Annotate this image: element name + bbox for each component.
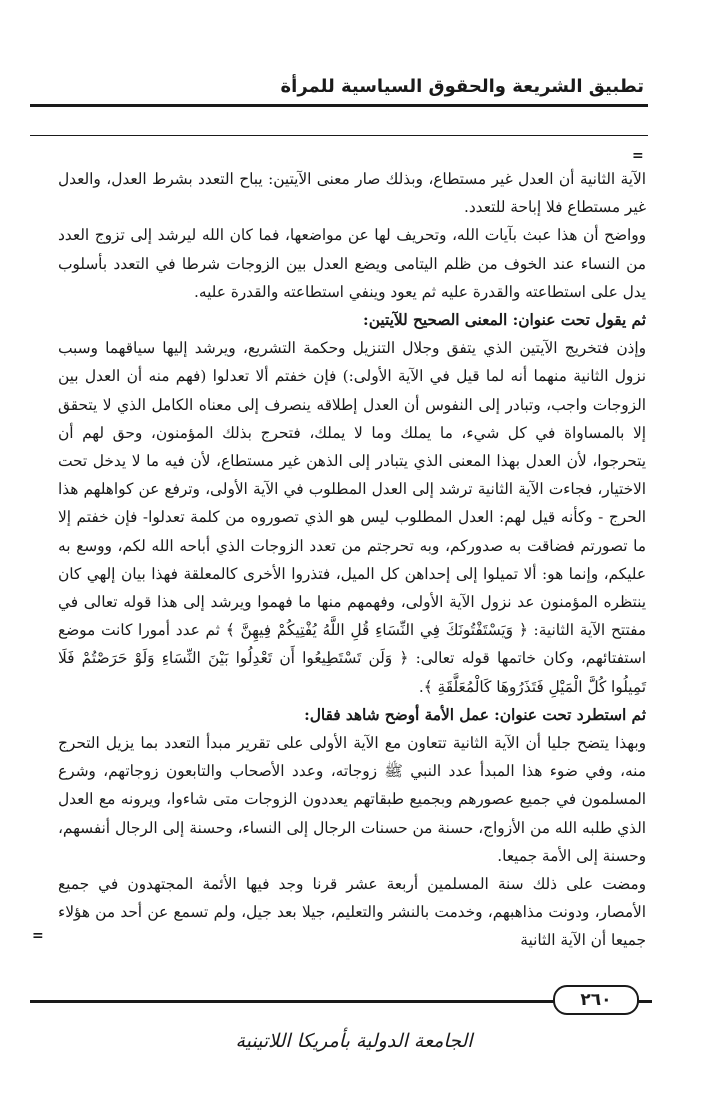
publisher-name: الجامعة الدولية بأمريكا اللاتينية — [235, 1030, 473, 1052]
page-number: ٢٦٠ — [553, 985, 639, 1015]
paragraph: ومضت على ذلك سنة المسلمين أربعة عشر قرنا وجد فيها الأئمة المجتهدون في جميع الأمصار، ودونت مذاهبهم، وخدمت بالنشر والتعليم، جيلا بعد جيل، ولم تسمع عن أحد من هؤلاء جميعا أن الآية الثانية — [58, 875, 646, 950]
page-title: تطبيق الشريعة والحقوق السياسية للمرأة — [280, 76, 644, 97]
paragraph: وواضح أن هذا عبث بآيات الله، وتحريف لها عن مواضعها، فما كان الله ليرشد إلى تزوج العدد من النساء عند الخوف من ظلم اليتامى ويضع العدل بين الزوجات شرطا في التعدد بأسلوب يدل على استطاعته والقدرة عليه ثم يعود وينفي استطاعته والقدرة عليه. — [58, 226, 646, 301]
continuation-marker-top: = — [632, 148, 644, 164]
continuation-marker-bottom: = — [32, 928, 44, 944]
header-rule — [30, 104, 648, 107]
paragraph: الآية الثانية أن العدل غير مستطاع، وبذلك صار معنى الآيتين: يباح التعدد بشرط العدل، والعدل غير مستطاع فلا إباحة للتعدد. — [58, 170, 646, 217]
header-rule-thin — [30, 135, 648, 136]
section-heading: ثم استطرد تحت عنوان: عمل الأمة أوضح شاهد فقال: — [304, 705, 646, 724]
section-heading: ثم يقول تحت عنوان: المعنى الصحيح للآيتين: — [363, 311, 646, 330]
paragraph: وبهذا يتضح جليا أن الآية الثانية تتعاون مع الآية الأولى على تقرير مبدأ التعدد بما يزيل التحرج منه، وفي ضوء هذا المبدأ عدد النبي ﷺ زوجاته، وعدد الأصحاب والتابعون زوجاتهم، وشرع المسلمون في جميع عصورهم وبجميع طبقاتهم يعددون الزوجات متى شاءوا، ويرونه مع العدل الذي طلبه الله من الأزواج، حسنة من حسنات الرجال إلى النساء، وحسنة إلى الرجال أنفسهم، وحسنة إلى الأمة جميعا. — [58, 734, 646, 865]
paragraph: وإذن فتخريج الآيتين الذي يتفق وجلال التنزيل وحكمة التشريع، ويرشد إليها سياقهما وسبب نزول الثانية منهما أنه لما قيل في الآية الأولى:) فإن خفتم ألا تعدلوا (فهم منه أن العدل بين الزوجات واجب، وتبادر إلى النفوس أن العدل إطلاقه ينصرف إلى معناه الكامل الذي لا يتحقق إلا بالمساواة في كل شيء، ما يملك وما لا يملك، فتحرج بذلك المؤمنون، وحق لهم أن يتحرجوا، لأن العدل بهذا المعنى الذي يتبادر إلى الذهن غير مستطاع، لأن فيه ما لا يدخل تحت الاختيار، فجاءت الآية الثانية ترشد إلى العدل المطلوب في الآية الأولى، وترفع عن كواهلهم هذا الحرج - وكأنه قيل لهم: العدل المطلوب ليس هو الذي تصوروه من كلمة تعدلوا- فإن خفتم إلا ما تصورتم فضاقت به صدوركم، وبه تحرجتم من تعدد الزوجات الذي أباحه الله لكم، ووسع به عليكم، وإنما هو: ألا تميلوا إلى إحداهن كل الميل، فتذروا الأخرى كالمعلقة فهذا بيان إلهي كان ينتظره المؤمنون عد نزول الآية الأولى، وفهمهم منها ما فهموا ويرشد إلى هذا قوله تعالى في مفتتح الآية الثانية: ﴿ وَيَسْتَفْتُونَكَ فِي النِّسَاءِ قُلِ اللَّهُ يُفْتِيكُمْ فِيهِنَّ ﴾ ثم عدد أمورا كانت موضع استفتائهم، وكان خاتمها قوله تعالى: ﴿ وَلَن تَسْتَطِيعُوا أَن تَعْدِلُوا بَيْنَ النِّسَاءِ وَلَوْ حَرَصْتُمْ فَلَا تَمِيلُوا كُلَّ الْمَيْلِ فَتَذَرُوهَا كَالْمُعَلَّقَةِ ﴾. — [58, 339, 646, 696]
main-text — [58, 165, 646, 955]
